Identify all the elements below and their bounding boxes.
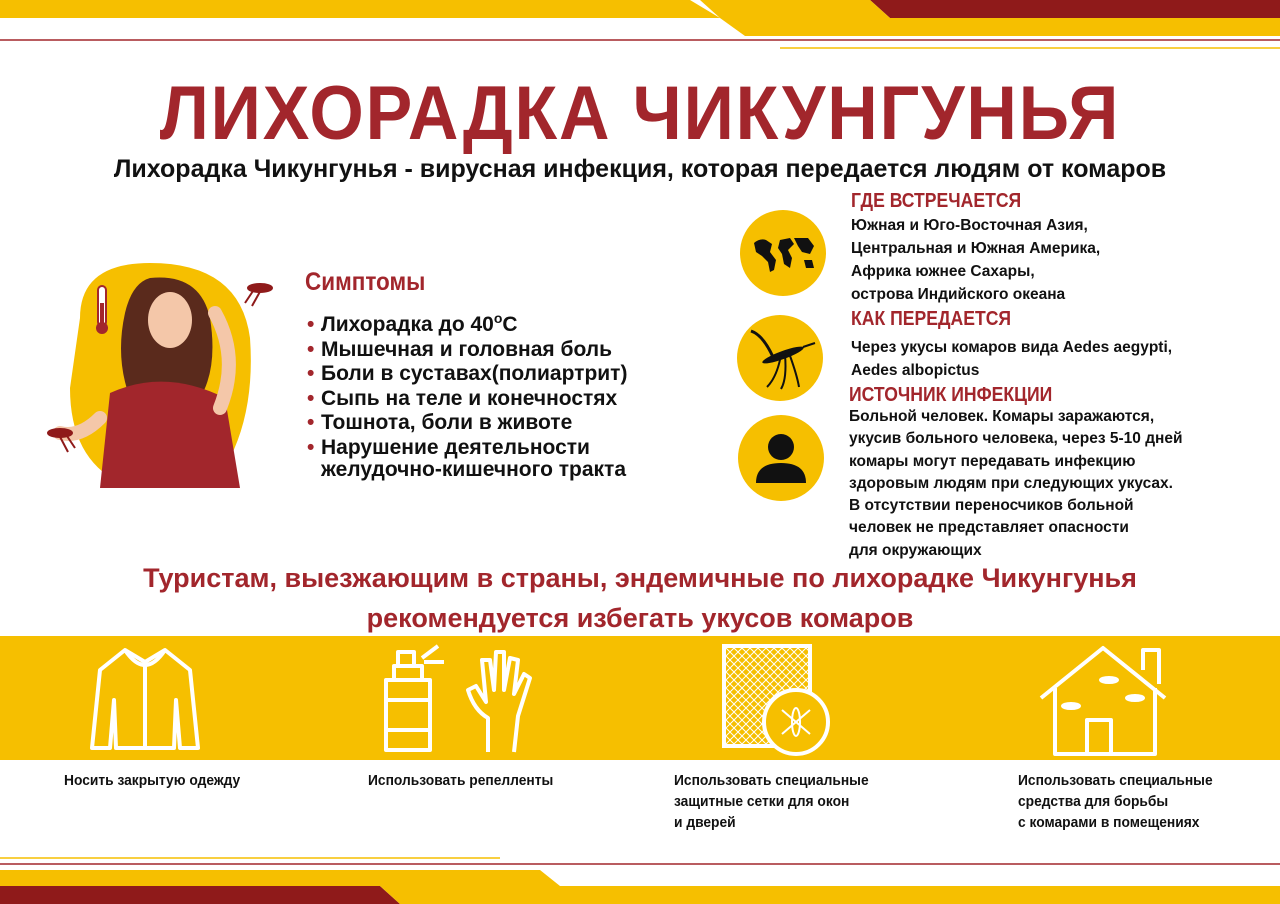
recommendation-caption: Использовать специальные защитные сетки для окон и дверей xyxy=(674,772,869,831)
symptoms-title: Симптомы xyxy=(305,268,426,296)
world-map-icon xyxy=(740,210,826,296)
symptoms-list xyxy=(307,306,627,460)
symptom-item: • Сыпь на теле и конечностях xyxy=(307,386,618,410)
recommendation-caption: Носить закрытую одежду xyxy=(64,772,241,789)
page-subtitle: Лихорадка Чикунгунья - вирусная инфекция, которая передается людям от комаров xyxy=(113,155,1167,183)
bullet: • xyxy=(307,435,315,459)
bullet: • xyxy=(307,313,315,336)
page-title: ЛИХОРАДКА ЧИКУНГУНЬЯ xyxy=(159,71,1121,156)
house-mosquito-icon xyxy=(1035,640,1175,756)
tourist-advice: Туристам, выезжающим в страны, эндемичные по лихорадке Чикунгунья рекомендуется избегать укусов комаров xyxy=(143,563,1137,633)
temperature-unit: С xyxy=(502,313,518,336)
symptom-item-continuation: желудочно-кишечного тракта xyxy=(321,458,627,481)
symptom-item: • Лихорадка до $40^оС$ xyxy=(307,310,518,336)
mosquito-icon xyxy=(737,315,823,401)
recommendation-caption: Использовать специальные средства для борьбы с комарами в помещениях xyxy=(1018,772,1213,831)
symptom-item: • Тошнота, боли в животе xyxy=(307,411,573,434)
where-title: ГДЕ ВСТРЕЧАЕТСЯ xyxy=(851,190,1022,212)
bullet: • xyxy=(307,411,315,434)
recommendation-caption: Использовать репелленты xyxy=(368,772,554,789)
symptom-item: • Мышечная и головная боль xyxy=(307,337,613,361)
window-net-icon xyxy=(718,640,833,756)
source-title: ИСТОЧНИК ИНФЕКЦИИ xyxy=(849,384,1053,406)
sick-woman-illustration xyxy=(40,258,290,488)
symptom-item: • Боли в суставах(полиартрит) xyxy=(307,362,628,385)
jacket-icon xyxy=(80,640,210,756)
repellent-spray-icon xyxy=(378,640,538,756)
degree-sign: о xyxy=(493,310,503,326)
source-text: Больной человек. Комары заражаются, укусив больного человека, через 5-10 дней комары могут передавать инфекцию здоровым людям при следующих укусах. В отсутствии переносчиков больной человек не представляет опасности для окружающих xyxy=(849,408,1183,559)
symptom-item: • Нарушение деятельности xyxy=(307,435,590,459)
person-icon xyxy=(738,415,824,501)
bullet: • xyxy=(307,362,315,385)
how-title: КАК ПЕРЕДАЕТСЯ xyxy=(851,308,1012,330)
where-text: Южная и Юго-Восточная Азия, Центральная и Южная Америка, Африка южнее Сахары, острова Индийского океана xyxy=(851,217,1101,303)
bullet: • xyxy=(307,337,315,361)
how-text: Через укусы комаров вида Aedes aegypti, Aedes albopictus xyxy=(851,339,1173,379)
bullet: • xyxy=(307,386,315,410)
